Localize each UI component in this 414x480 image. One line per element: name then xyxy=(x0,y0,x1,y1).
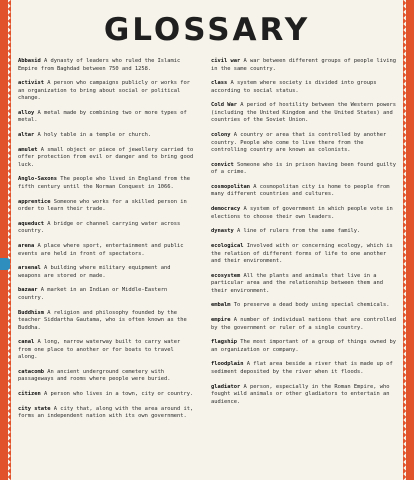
glossary-entry xyxy=(211,302,396,310)
glossary-definition: A market in an Indian or Middle-Eastern country. xyxy=(18,287,168,301)
glossary-definition: All the plants and animals that live in a particular area and the relationship between them and their environment. xyxy=(211,272,384,294)
glossary-page xyxy=(14,0,400,480)
glossary-term: amulet xyxy=(18,146,38,153)
glossary-definition: A place where sport, entertainment and public events are held in front of spectators. xyxy=(18,243,184,257)
glossary-term: colony xyxy=(211,132,231,139)
glossary-entry xyxy=(211,228,396,236)
glossary-term: floodplain xyxy=(211,361,244,368)
glossary-term: Abbasid xyxy=(18,58,41,64)
glossary-definition: An ancient underground cemetery with passageways and rooms where people were buried. xyxy=(18,368,171,383)
glossary-definition: Involved with or concerning ecology, which is the relation of different forms of life to one another and their environment. xyxy=(211,243,393,264)
glossary-entry xyxy=(18,406,196,421)
glossary-definition: A system of government in which people vote in elections to choose their own leaders. xyxy=(211,206,393,220)
glossary-definition: A long, narrow waterway built to carry water from one place to another or for boats to travel along. xyxy=(18,339,181,361)
glossary-definition: A line of rulers from the same family. xyxy=(236,228,361,235)
glossary-entry xyxy=(18,391,196,399)
glossary-definition: A bridge or channel carrying water across country. xyxy=(18,220,181,235)
glossary-entry xyxy=(18,339,196,362)
glossary-definition: A person who campaigns publicly or works for an organization to bring about social or political change. xyxy=(18,80,191,102)
glossary-entry xyxy=(18,265,196,280)
glossary-term: Cold War xyxy=(211,102,237,109)
glossary-entry xyxy=(18,58,196,73)
glossary-entry xyxy=(211,184,396,199)
glossary-entry xyxy=(211,206,396,221)
glossary-entry xyxy=(18,199,196,214)
glossary-term: Anglo-Saxons xyxy=(18,176,57,183)
glossary-entry xyxy=(211,243,396,266)
glossary-right-column xyxy=(211,58,396,413)
glossary-entry xyxy=(211,273,396,296)
glossary-term: apprentice xyxy=(18,198,51,205)
glossary-term: Buddhism xyxy=(18,309,44,316)
glossary-definition: A building where military equipment and weapons are stored or made. xyxy=(18,265,171,279)
glossary-term: class xyxy=(211,80,228,87)
glossary-entry xyxy=(18,147,196,170)
glossary-definition: Someone who works for a skilled person in order to learn their trade. xyxy=(18,198,187,213)
glossary-term: flagship xyxy=(211,339,237,346)
glossary-term: city state xyxy=(18,405,51,412)
glossary-definition: A holy table in a temple or church. xyxy=(37,132,152,139)
glossary-definition: The most important of a group of things owned by an organization or company. xyxy=(211,339,396,353)
glossary-entry xyxy=(18,110,196,125)
glossary-entry xyxy=(18,243,196,258)
glossary-definition: A dynasty of leaders who ruled the Islamic Empire from Baghdad between 750 and 1258. xyxy=(18,58,181,72)
glossary-term: citizen xyxy=(18,391,41,398)
right-decorative-border xyxy=(403,0,414,480)
glossary-term: ecosystem xyxy=(211,272,241,279)
glossary-definition: A war between different groups of people living in the same country. xyxy=(211,58,397,72)
glossary-entry xyxy=(18,80,196,103)
glossary-entry xyxy=(211,80,396,95)
glossary-term: cosmopolitan xyxy=(211,183,250,190)
glossary-entry xyxy=(211,384,396,407)
glossary-term: catacomb xyxy=(18,368,44,375)
glossary-term: embalm xyxy=(211,302,231,309)
glossary-term: alloy xyxy=(18,109,35,116)
glossary-term: activist xyxy=(18,80,44,87)
glossary-term: democracy xyxy=(211,206,241,213)
glossary-entry xyxy=(211,102,396,125)
glossary-definition: A metal made by combining two or more types of metal. xyxy=(18,109,187,124)
glossary-definition: A religion and philosophy founded by the teacher Siddartha Gautama, who is often known as the Buddha. xyxy=(18,309,187,331)
glossary-entry xyxy=(211,162,396,177)
glossary-term: arsenal xyxy=(18,265,41,272)
glossary-definition: A person who lives in a town, city or country. xyxy=(43,391,194,398)
glossary-definition: A cosmopolitan city is home to people from many different countries and cultures. xyxy=(211,183,390,198)
glossary-definition: A person, especially in the Roman Empire, who fought wild animals or other gladiators to entertain an audience. xyxy=(211,383,390,405)
glossary-entry xyxy=(211,361,396,376)
glossary-definition: To preserve a dead body using special chemicals. xyxy=(233,302,390,309)
glossary-definition: A system where society is divided into groups according to social status. xyxy=(211,80,377,94)
glossary-term: aqueduct xyxy=(18,220,44,227)
glossary-term: altar xyxy=(18,132,35,139)
glossary-definition: A city that, along with the area around it, forms an independent nation with its own government. xyxy=(18,405,194,420)
glossary-term: convict xyxy=(211,161,234,168)
glossary-term: canal xyxy=(18,339,35,346)
glossary-term: dynasty xyxy=(211,228,234,235)
glossary-definition: A period of hostility between the Western powers (including the United Kingdom and the United States) and countries of the Soviet Union. xyxy=(211,102,396,124)
glossary-term: civil war xyxy=(211,58,241,64)
glossary-term: arena xyxy=(18,243,35,249)
glossary-definition: A flat area beside a river that is made up of sediment deposited by the river when it floods. xyxy=(211,361,393,375)
section-tab-marker xyxy=(0,258,10,270)
glossary-entry xyxy=(18,132,196,140)
glossary-left-column xyxy=(18,58,196,428)
glossary-entry xyxy=(211,58,396,73)
glossary-term: empire xyxy=(211,317,231,324)
page-title: GLOSSARY xyxy=(103,12,311,48)
glossary-definition: A small object or piece of jewellery carried to offer protection from evil or danger and to bring good luck. xyxy=(18,146,194,168)
glossary-definition: The people who lived in England from the fifth century until the Norman Conquest in 1066. xyxy=(18,176,191,190)
glossary-definition: A country or area that is controlled by another country. People who come to live there from the controlling country are known as colonists. xyxy=(211,132,387,154)
glossary-entry xyxy=(211,339,396,354)
glossary-term: ecological xyxy=(211,243,244,249)
glossary-definition: A number of individual nations that are controlled by the government or ruler of a single country. xyxy=(211,317,397,331)
glossary-entry xyxy=(18,176,196,191)
glossary-entry xyxy=(18,221,196,236)
glossary-entry xyxy=(211,132,396,155)
glossary-entry xyxy=(18,287,196,302)
glossary-entry xyxy=(18,310,196,333)
glossary-term: gladiator xyxy=(211,383,241,390)
glossary-term: bazaar xyxy=(18,287,38,294)
glossary-entry xyxy=(211,317,396,332)
left-decorative-border xyxy=(0,0,11,480)
glossary-definition: Someone who is in prison having been found guilty of a crime. xyxy=(211,161,396,176)
glossary-entry xyxy=(18,369,196,384)
